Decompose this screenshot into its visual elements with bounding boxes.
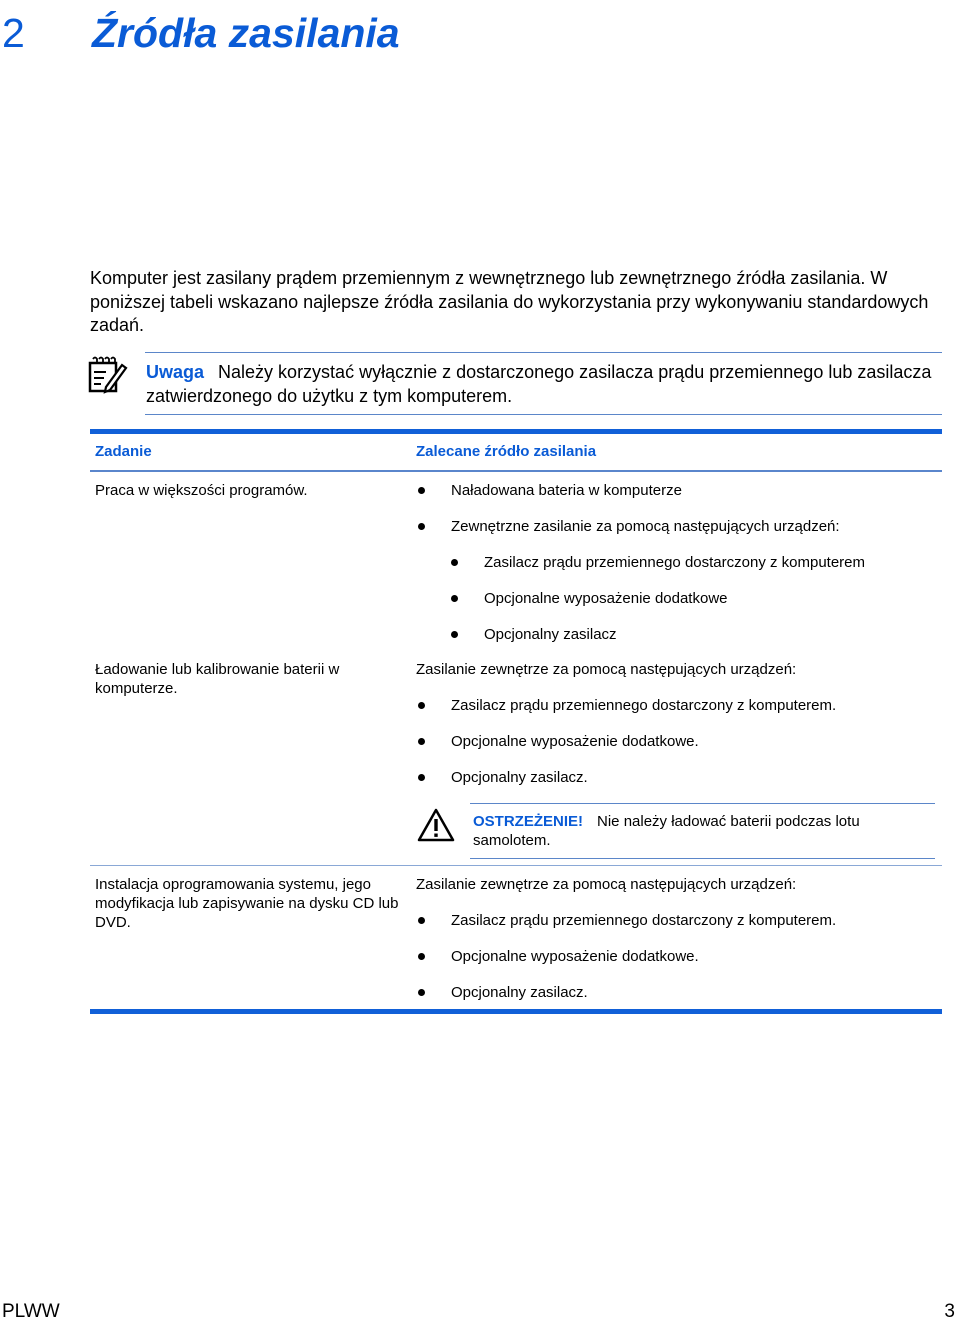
warning-text bbox=[473, 812, 913, 850]
page-number: 3 bbox=[944, 1301, 955, 1322]
bullet-icon bbox=[418, 523, 425, 530]
bullet-icon bbox=[418, 702, 425, 709]
warning-body: Nie należy ładować baterii podczas lotu samolotem. bbox=[473, 813, 860, 849]
bullet-icon bbox=[418, 487, 425, 494]
table-header-task: Zadanie bbox=[95, 443, 152, 460]
table-bottom-rule bbox=[90, 1009, 942, 1014]
bullet-icon bbox=[418, 738, 425, 745]
row2-task: Ładowanie lub kalibrowanie baterii w komputerze. bbox=[95, 661, 340, 697]
note-text bbox=[146, 360, 936, 408]
note-bottom-rule bbox=[145, 414, 942, 415]
row1-sub-bullet-3: Opcjonalny zasilacz bbox=[484, 626, 617, 643]
row1-bullet-2: Zewnętrzne zasilanie za pomocą następujących urządzeń: bbox=[451, 518, 840, 535]
sub-bullet-icon bbox=[451, 559, 458, 566]
note-body: Należy korzystać wyłącznie z dostarczonego zasilacza prądu przemiennego lub zasilacza zatwierdzonego do użytku z tym komputerem. bbox=[146, 362, 932, 406]
row3-bullet-3: Opcjonalny zasilacz. bbox=[451, 984, 588, 1001]
table-top-rule bbox=[90, 429, 942, 434]
row2-bullet-3: Opcjonalny zasilacz. bbox=[451, 769, 588, 786]
bullet-icon bbox=[418, 774, 425, 781]
table-header-power-source: Zalecane źródło zasilania bbox=[416, 443, 597, 460]
chapter-title bbox=[92, 8, 400, 58]
row3-bullet-2: Opcjonalne wyposażenie dodatkowe. bbox=[451, 948, 699, 965]
warning-bottom-rule bbox=[470, 858, 935, 859]
chapter-title-initial: Ź bbox=[92, 10, 118, 56]
row1-task: Praca w większości programów. bbox=[95, 482, 308, 499]
chapter-number: 2 bbox=[2, 10, 25, 56]
warning-top-rule bbox=[470, 803, 935, 804]
sub-bullet-icon bbox=[451, 595, 458, 602]
note-top-rule bbox=[145, 352, 942, 353]
row3-task: Instalacja oprogramowania systemu, jego modyfikacja lub zapisywanie na dysku CD lub DVD. bbox=[95, 876, 399, 931]
table-row-separator bbox=[90, 865, 942, 866]
note-icon bbox=[86, 356, 128, 394]
bullet-icon bbox=[418, 989, 425, 996]
bullet-icon bbox=[418, 953, 425, 960]
row2-lead: Zasilanie zewnętrze za pomocą następujących urządzeń: bbox=[416, 661, 797, 678]
row1-sub-bullet-2: Opcjonalne wyposażenie dodatkowe bbox=[484, 590, 728, 607]
chapter-title-rest: ródła zasilania bbox=[117, 10, 400, 56]
table-header-rule bbox=[90, 470, 942, 472]
warning-triangle-icon bbox=[417, 808, 455, 842]
row3-lead: Zasilanie zewnętrze za pomocą następujących urządzeń: bbox=[416, 876, 797, 893]
footer-locale: PLWW bbox=[2, 1301, 60, 1322]
sub-bullet-icon bbox=[451, 631, 458, 638]
note-label: Uwaga bbox=[146, 362, 205, 382]
intro-paragraph: Komputer jest zasilany prądem przemiennym z wewnętrznego lub zewnętrznego źródła zasilania. W poniższej tabeli wskazano najlepsze źródła zasilania do wykorzystania przy wykonywaniu standardowych zadań. bbox=[90, 268, 929, 335]
row1-sub-bullet-1: Zasilacz prądu przemiennego dostarczony z komputerem bbox=[484, 554, 866, 571]
bullet-icon bbox=[418, 917, 425, 924]
row2-bullet-1: Zasilacz prądu przemiennego dostarczony z komputerem. bbox=[451, 697, 837, 714]
row2-bullet-2: Opcjonalne wyposażenie dodatkowe. bbox=[451, 733, 699, 750]
row3-bullet-1: Zasilacz prądu przemiennego dostarczony z komputerem. bbox=[451, 912, 837, 929]
warning-label: OSTRZEŻENIE! bbox=[473, 813, 584, 830]
row1-bullet-1: Naładowana bateria w komputerze bbox=[451, 482, 682, 499]
